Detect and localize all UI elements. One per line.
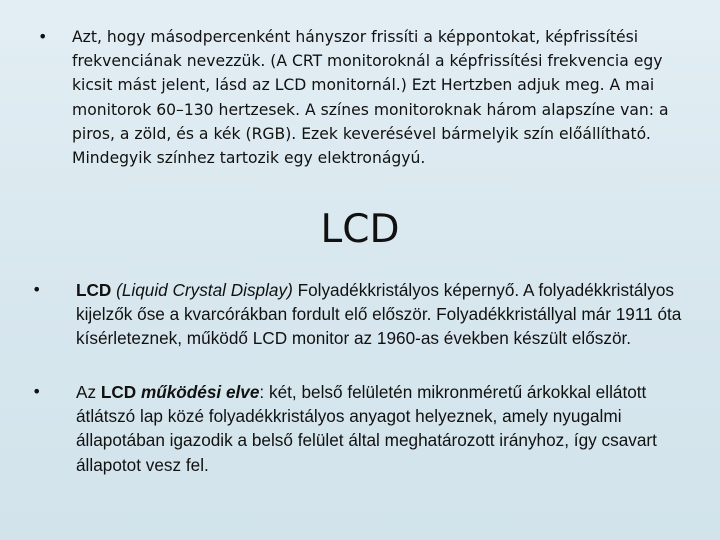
refresh-rate-paragraph: Azt, hogy másodpercenként hányszor frissíti a képpontokat, képfrissítési frekvenciának nevezzük. (A CRT monitoroknál a képfrissítési frekvencia egy kicsit mást jelent, lásd az LCD monitornál.) Ezt Hertzben adjuk meg. A mai monitorok 60–130 hertzesek. A színes monitoroknak három alapszíne van: a piros, a zöld, és a kék (RGB). Ezek keverésével bármelyik szín előállítható. Mindegyik színhez tartozik egy elektronágyú.	[72, 28, 669, 168]
principle-lcd-term: LCD	[100, 382, 137, 402]
principle-prefix: Az	[76, 382, 101, 402]
bullet-marker: •	[32, 280, 42, 299]
bullet-lcd-definition	[32, 278, 692, 351]
principle-term: működési elve	[140, 382, 260, 402]
lcd-principle-paragraph	[76, 380, 692, 477]
bullet-marker: •	[32, 382, 42, 401]
lcd-heading: LCD	[320, 207, 400, 252]
bullet-lcd-principle	[32, 380, 692, 477]
bullet-refresh-rate	[38, 25, 678, 170]
bullet-marker: •	[38, 27, 48, 46]
lcd-expansion: (Liquid Crystal Display)	[111, 280, 293, 300]
principle-text: : két, belső felületén mikronméretű árkokkal ellátott átlátszó lap közé folyadékkristályos anyagot helyeznek, amely nyugalmi állapotában igazodik a belső felület által meghatározott irányhoz, így csavart állapotot vesz fel.	[76, 382, 657, 475]
lcd-term: LCD	[76, 280, 112, 300]
lcd-definition-text: Folyadékkristályos képernyő. A folyadékkristályos kijelzők őse a kvarcórákban fordult elő először. Folyadékkristállyal már 1911 óta kísérleteznek, működő LCD monitor az 1960-as években készült először.	[76, 280, 682, 349]
lcd-definition-paragraph	[76, 278, 692, 351]
